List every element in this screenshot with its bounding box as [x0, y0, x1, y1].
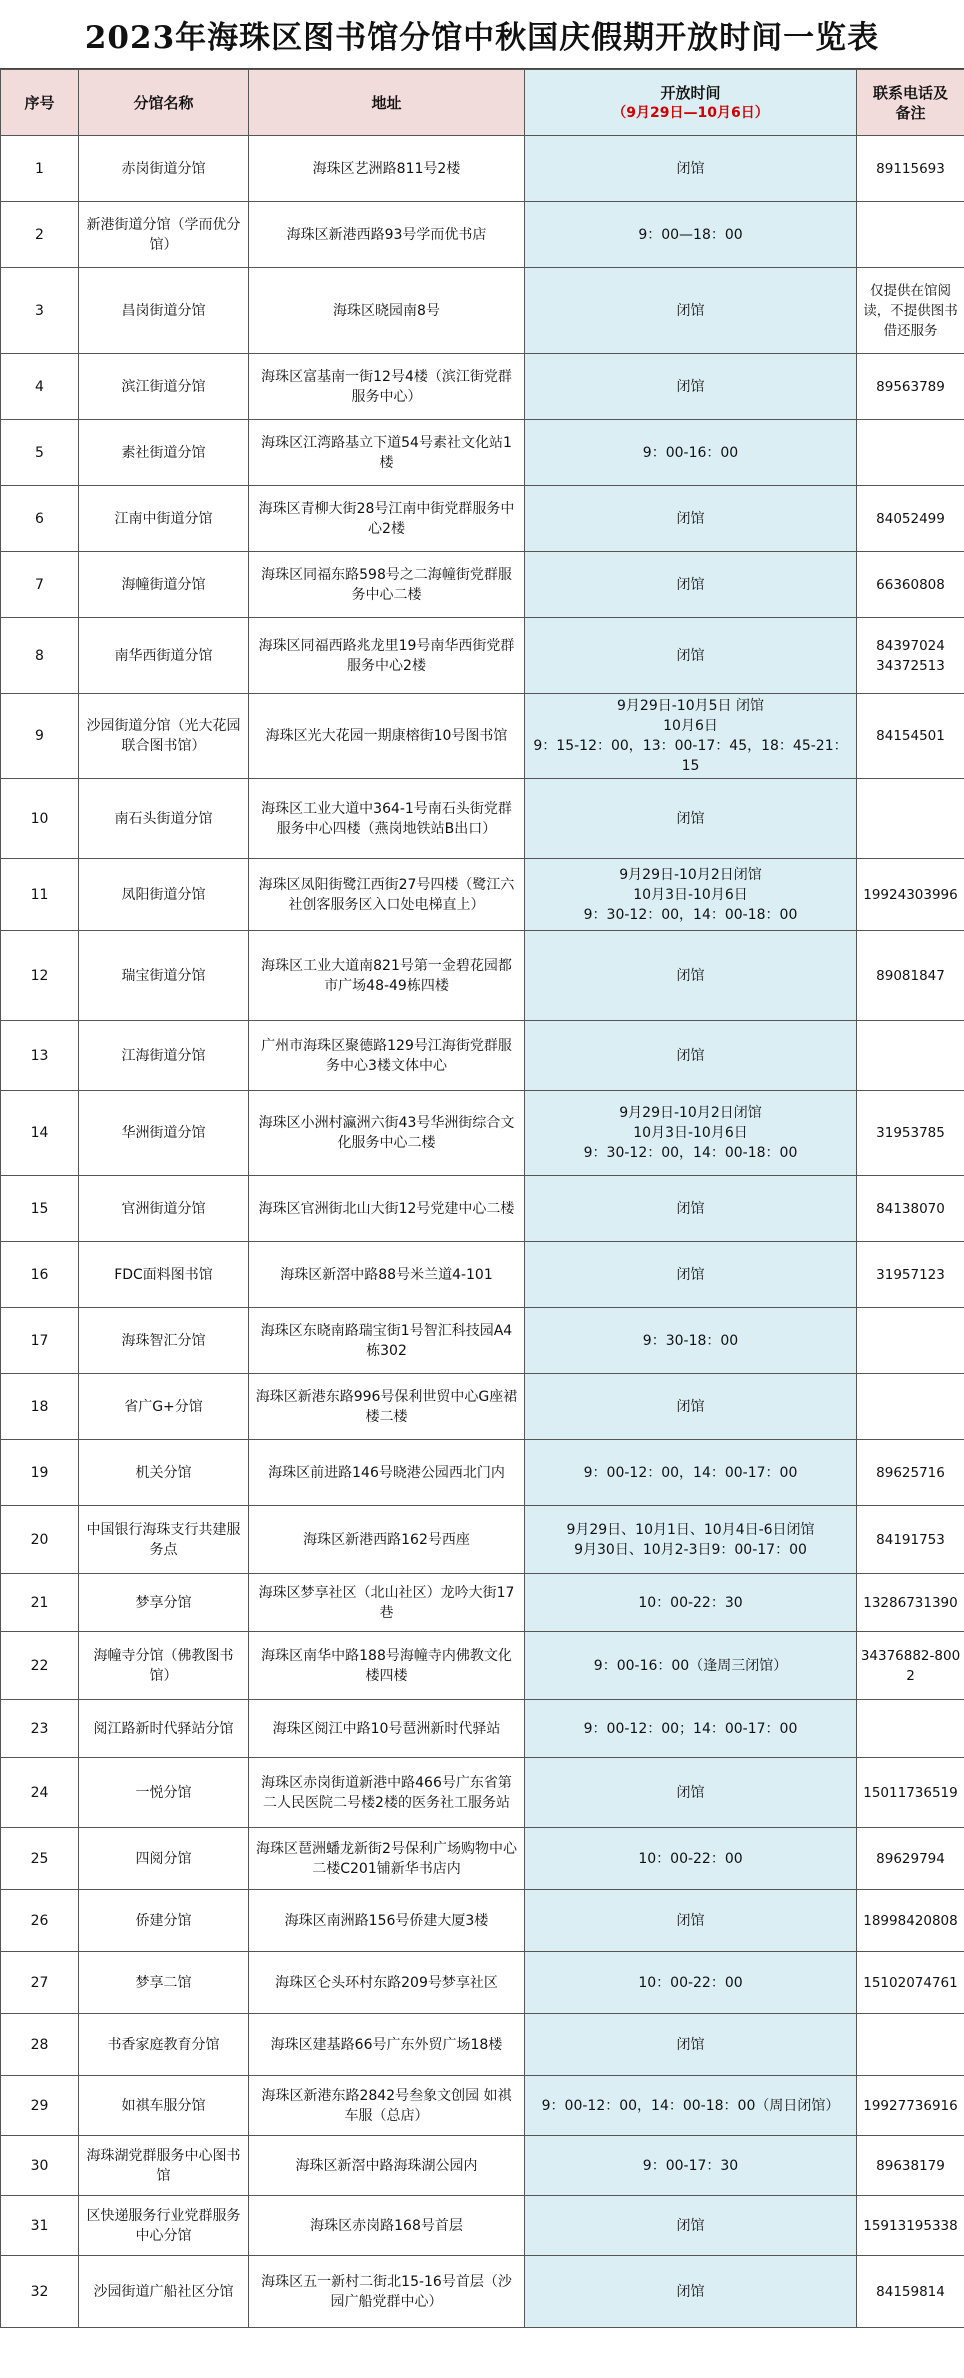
row-no: 21	[1, 1574, 79, 1632]
row-no: 4	[1, 354, 79, 420]
row-branch-name: 海珠智汇分馆	[79, 1308, 249, 1374]
table-row	[1, 420, 964, 486]
row-hours: 9月29日-10月2日闭馆 10月3日-10月6日 9：30-12：00，14：00-18：00	[525, 1091, 857, 1176]
row-branch-name: 昌岗街道分馆	[79, 268, 249, 354]
row-branch-name: 滨江街道分馆	[79, 354, 249, 420]
table-row	[1, 2256, 964, 2328]
row-hours: 闭馆	[525, 354, 857, 420]
row-branch-name: 四阅分馆	[79, 1828, 249, 1890]
row-contact: 15102074761	[857, 1952, 964, 2014]
row-branch-name: 侨建分馆	[79, 1890, 249, 1952]
row-branch-name: 海珠湖党群服务中心图书馆	[79, 2136, 249, 2196]
row-address: 海珠区南洲路156号侨建大厦3楼	[249, 1890, 525, 1952]
row-address: 海珠区建基路66号广东外贸广场18楼	[249, 2014, 525, 2076]
row-branch-name: 梦享二馆	[79, 1952, 249, 2014]
row-contact: 89563789	[857, 354, 964, 420]
row-no: 12	[1, 931, 79, 1021]
row-hours: 9：00—18：00	[525, 202, 857, 268]
row-address: 海珠区江湾路基立下道54号素社文化站1楼	[249, 420, 525, 486]
row-no: 29	[1, 2076, 79, 2136]
row-branch-name: 如祺车服分馆	[79, 2076, 249, 2136]
row-no: 1	[1, 136, 79, 202]
row-hours: 闭馆	[525, 1176, 857, 1242]
row-no: 13	[1, 1021, 79, 1091]
row-branch-name: 江海街道分馆	[79, 1021, 249, 1091]
row-address: 海珠区青柳大街28号江南中街党群服务中心2楼	[249, 486, 525, 552]
row-hours: 闭馆	[525, 779, 857, 859]
row-contact: 31953785	[857, 1091, 964, 1176]
row-address: 海珠区东晓南路瑞宝街1号智汇科技园A4栋302	[249, 1308, 525, 1374]
row-no: 23	[1, 1700, 79, 1758]
row-address: 海珠区前进路146号晓港公园西北门内	[249, 1440, 525, 1506]
header-contact-line1: 联系电话及	[872, 83, 948, 102]
table-row	[1, 1021, 964, 1091]
row-hours: 闭馆	[525, 268, 857, 354]
table-row	[1, 2136, 964, 2196]
table-row	[1, 1176, 964, 1242]
row-branch-name: 中国银行海珠支行共建服务点	[79, 1506, 249, 1574]
row-no: 2	[1, 202, 79, 268]
row-address: 海珠区赤岗街道新港中路466号广东省第二人民医院二号楼2楼的医务社工服务站	[249, 1758, 525, 1828]
row-no: 22	[1, 1632, 79, 1700]
row-contact: 84191753	[857, 1506, 964, 1574]
page-title: 2023年海珠区图书馆分馆中秋国庆假期开放时间一览表	[0, 0, 964, 69]
row-hours: 9：00-17：30	[525, 2136, 857, 2196]
row-hours: 10：00-22：00	[525, 1828, 857, 1890]
header-hours-label: 开放时间	[660, 83, 721, 102]
row-address: 海珠区小洲村瀛洲六街43号华洲街综合文化服务中心二楼	[249, 1091, 525, 1176]
row-no: 10	[1, 779, 79, 859]
row-no: 16	[1, 1242, 79, 1308]
row-branch-name: 书香家庭教育分馆	[79, 2014, 249, 2076]
row-branch-name: 华洲街道分馆	[79, 1091, 249, 1176]
table-row	[1, 1308, 964, 1374]
table-row	[1, 1952, 964, 2014]
table-row	[1, 552, 964, 618]
row-contact	[857, 1374, 964, 1440]
header-address: 地址	[249, 70, 525, 136]
row-hours: 9：30-18：00	[525, 1308, 857, 1374]
table-row	[1, 618, 964, 694]
row-contact: 84052499	[857, 486, 964, 552]
row-address: 海珠区工业大道中364-1号南石头街党群服务中心四楼（燕岗地铁站B出口）	[249, 779, 525, 859]
row-no: 6	[1, 486, 79, 552]
row-branch-name: 阅江路新时代驿站分馆	[79, 1700, 249, 1758]
row-contact: 13286731390	[857, 1574, 964, 1632]
row-contact: 84397024 34372513	[857, 618, 964, 694]
table-row	[1, 268, 964, 354]
row-hours: 闭馆	[525, 552, 857, 618]
row-address: 海珠区梦享社区（北山社区）龙吟大街17巷	[249, 1574, 525, 1632]
table-row	[1, 2196, 964, 2256]
table-body	[1, 136, 964, 2328]
row-address: 海珠区工业大道南821号第一金碧花园都市广场48-49栋四楼	[249, 931, 525, 1021]
row-hours: 10：00-22：30	[525, 1574, 857, 1632]
row-contact	[857, 202, 964, 268]
row-branch-name: 海幢街道分馆	[79, 552, 249, 618]
table-row	[1, 354, 964, 420]
row-hours: 9：00-12：00，14：00-18：00（周日闭馆）	[525, 2076, 857, 2136]
row-address: 海珠区新港东路2842号叁象文创园 如祺车服（总店）	[249, 2076, 525, 2136]
row-address: 海珠区仑头环村东路209号梦享社区	[249, 1952, 525, 2014]
row-hours: 闭馆	[525, 136, 857, 202]
row-address: 海珠区艺洲路811号2楼	[249, 136, 525, 202]
row-contact: 89625716	[857, 1440, 964, 1506]
row-contact	[857, 1021, 964, 1091]
row-contact: 仅提供在馆阅读，不提供图书借还服务	[857, 268, 964, 354]
row-address: 海珠区五一新村二街北15-16号首层（沙园广船党群中心）	[249, 2256, 525, 2328]
header-contact-line2: 备注	[895, 103, 926, 122]
row-branch-name: 新港街道分馆（学而优分馆）	[79, 202, 249, 268]
row-hours: 闭馆	[525, 2256, 857, 2328]
header-row	[1, 70, 964, 136]
table-row	[1, 1758, 964, 1828]
row-address: 海珠区新港西路162号西座	[249, 1506, 525, 1574]
row-contact: 19927736916	[857, 2076, 964, 2136]
row-contact: 89115693	[857, 136, 964, 202]
row-address: 海珠区新港西路93号学而优书店	[249, 202, 525, 268]
row-no: 24	[1, 1758, 79, 1828]
table-row	[1, 779, 964, 859]
table-row	[1, 202, 964, 268]
row-address: 海珠区晓园南8号	[249, 268, 525, 354]
header-name: 分馆名称	[79, 70, 249, 136]
row-address: 海珠区琶洲蟠龙新街2号保利广场购物中心二楼C201铺新华书店内	[249, 1828, 525, 1890]
row-hours: 闭馆	[525, 2196, 857, 2256]
header-hours	[525, 70, 857, 136]
row-hours: 9月29日-10月2日闭馆 10月3日-10月6日 9：30-12：00，14：00-18：00	[525, 859, 857, 931]
row-no: 9	[1, 694, 79, 779]
row-address: 海珠区官洲街北山大街12号党建中心二楼	[249, 1176, 525, 1242]
row-no: 17	[1, 1308, 79, 1374]
table-row	[1, 1700, 964, 1758]
row-hours: 闭馆	[525, 1374, 857, 1440]
row-hours: 9月29日-10月5日 闭馆 10月6日 9：15-12：00，13：00-17：45，18：45-21：15	[525, 694, 857, 779]
row-no: 28	[1, 2014, 79, 2076]
row-no: 11	[1, 859, 79, 931]
table-row	[1, 1091, 964, 1176]
row-hours: 9：00-12：00，14：00-17：00	[525, 1440, 857, 1506]
row-contact: 89638179	[857, 2136, 964, 2196]
row-no: 30	[1, 2136, 79, 2196]
row-hours: 闭馆	[525, 1890, 857, 1952]
row-branch-name: 凤阳街道分馆	[79, 859, 249, 931]
row-no: 25	[1, 1828, 79, 1890]
row-branch-name: 赤岗街道分馆	[79, 136, 249, 202]
row-no: 32	[1, 2256, 79, 2328]
table-row	[1, 931, 964, 1021]
row-contact: 84154501	[857, 694, 964, 779]
row-contact: 19924303996	[857, 859, 964, 931]
row-contact: 18998420808	[857, 1890, 964, 1952]
row-no: 27	[1, 1952, 79, 2014]
row-branch-name: 瑞宝街道分馆	[79, 931, 249, 1021]
row-branch-name: 机关分馆	[79, 1440, 249, 1506]
row-no: 15	[1, 1176, 79, 1242]
row-contact	[857, 1700, 964, 1758]
row-branch-name: 梦享分馆	[79, 1574, 249, 1632]
row-address: 海珠区新滘中路海珠湖公园内	[249, 2136, 525, 2196]
row-contact	[857, 779, 964, 859]
row-contact	[857, 2014, 964, 2076]
row-no: 8	[1, 618, 79, 694]
row-branch-name: 南华西街道分馆	[79, 618, 249, 694]
row-hours: 9：00-12：00；14：00-17：00	[525, 1700, 857, 1758]
row-hours: 闭馆	[525, 618, 857, 694]
table-row	[1, 1574, 964, 1632]
table-row	[1, 694, 964, 779]
row-branch-name: 素社街道分馆	[79, 420, 249, 486]
row-hours: 闭馆	[525, 2014, 857, 2076]
header-contact	[857, 70, 964, 136]
row-address: 海珠区富基南一街12号4楼（滨江街党群服务中心）	[249, 354, 525, 420]
row-branch-name: 江南中街道分馆	[79, 486, 249, 552]
row-contact: 34376882-8002	[857, 1632, 964, 1700]
row-address: 海珠区同福西路兆龙里19号南华西街党群服务中心2楼	[249, 618, 525, 694]
table-row	[1, 1632, 964, 1700]
row-contact: 31957123	[857, 1242, 964, 1308]
row-no: 3	[1, 268, 79, 354]
row-contact: 89629794	[857, 1828, 964, 1890]
row-branch-name: 官洲街道分馆	[79, 1176, 249, 1242]
row-no: 26	[1, 1890, 79, 1952]
table-row	[1, 1242, 964, 1308]
row-address: 海珠区光大花园一期康榕街10号图书馆	[249, 694, 525, 779]
schedule-table	[0, 69, 964, 2328]
row-branch-name: FDC面料图书馆	[79, 1242, 249, 1308]
row-branch-name: 沙园街道广船社区分馆	[79, 2256, 249, 2328]
row-branch-name: 一悦分馆	[79, 1758, 249, 1828]
row-no: 14	[1, 1091, 79, 1176]
row-hours: 9月29日、10月1日、10月4日-6日闭馆 9月30日、10月2-3日9：00-17：00	[525, 1506, 857, 1574]
table-row	[1, 1828, 964, 1890]
row-hours: 闭馆	[525, 1021, 857, 1091]
row-address: 广州市海珠区聚德路129号江海街党群服务中心3楼文体中心	[249, 1021, 525, 1091]
table-row	[1, 486, 964, 552]
row-contact: 66360808	[857, 552, 964, 618]
row-address: 海珠区南华中路188号海幢寺内佛教文化楼四楼	[249, 1632, 525, 1700]
row-hours: 闭馆	[525, 931, 857, 1021]
row-branch-name: 沙园街道分馆（光大花园联合图书馆）	[79, 694, 249, 779]
row-branch-name: 省广G+分馆	[79, 1374, 249, 1440]
header-no: 序号	[1, 70, 79, 136]
row-contact	[857, 420, 964, 486]
table-row	[1, 1440, 964, 1506]
row-address: 海珠区阅江中路10号琶洲新时代驿站	[249, 1700, 525, 1758]
row-hours: 9：00-16：00（逢周三闭馆）	[525, 1632, 857, 1700]
row-address: 海珠区凤阳街鹭江西街27号四楼（鹭江六社创客服务区入口处电梯直上）	[249, 859, 525, 931]
table-row	[1, 2076, 964, 2136]
row-address: 海珠区新滘中路88号米兰道4-101	[249, 1242, 525, 1308]
table-row	[1, 2014, 964, 2076]
row-branch-name: 南石头街道分馆	[79, 779, 249, 859]
row-hours: 9：00-16：00	[525, 420, 857, 486]
table-row	[1, 1890, 964, 1952]
row-no: 19	[1, 1440, 79, 1506]
row-address: 海珠区新港东路996号保利世贸中心G座裙楼二楼	[249, 1374, 525, 1440]
row-no: 5	[1, 420, 79, 486]
row-contact	[857, 1308, 964, 1374]
row-hours: 闭馆	[525, 1758, 857, 1828]
row-address: 海珠区赤岗路168号首层	[249, 2196, 525, 2256]
row-no: 7	[1, 552, 79, 618]
row-branch-name: 区快递服务行业党群服务中心分馆	[79, 2196, 249, 2256]
row-contact: 84159814	[857, 2256, 964, 2328]
row-hours: 闭馆	[525, 1242, 857, 1308]
table-row	[1, 136, 964, 202]
table-row	[1, 859, 964, 931]
table-row	[1, 1506, 964, 1574]
row-contact: 15011736519	[857, 1758, 964, 1828]
row-hours: 10：00-22：00	[525, 1952, 857, 2014]
row-contact: 15913195338	[857, 2196, 964, 2256]
header-hours-range: （9月29日—10月6日）	[612, 104, 769, 121]
row-hours: 闭馆	[525, 486, 857, 552]
row-contact: 89081847	[857, 931, 964, 1021]
row-no: 31	[1, 2196, 79, 2256]
row-no: 20	[1, 1506, 79, 1574]
row-branch-name: 海幢寺分馆（佛教图书馆）	[79, 1632, 249, 1700]
table-row	[1, 1374, 964, 1440]
row-no: 18	[1, 1374, 79, 1440]
row-address: 海珠区同福东路598号之二海幢街党群服务中心二楼	[249, 552, 525, 618]
row-contact: 84138070	[857, 1176, 964, 1242]
